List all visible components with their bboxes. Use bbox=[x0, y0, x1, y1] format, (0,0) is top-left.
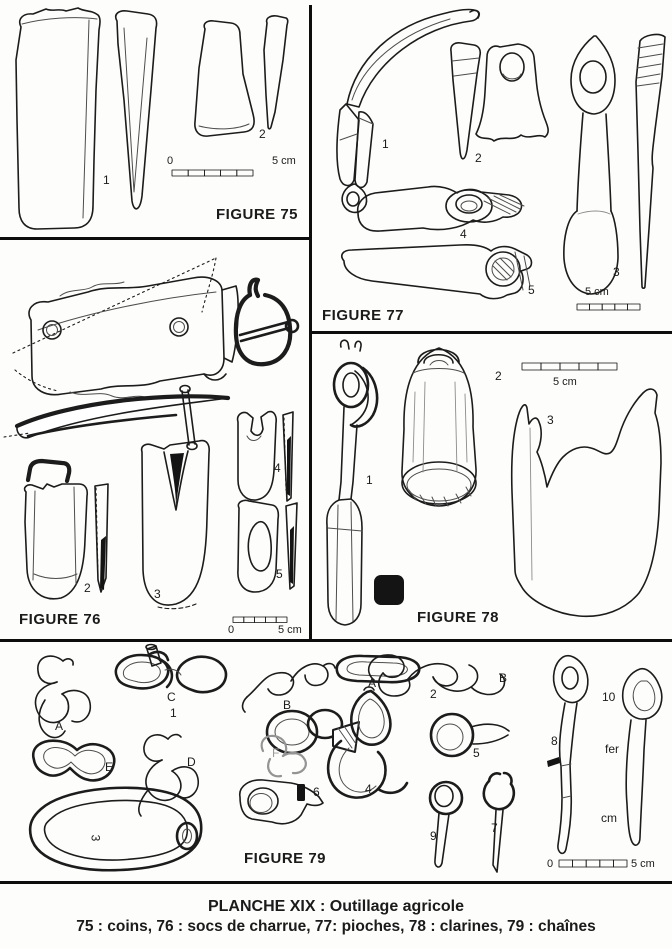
item-label: 3 bbox=[613, 265, 620, 279]
item-label: 1 bbox=[366, 473, 373, 487]
fig77-blade-with-hole bbox=[476, 44, 548, 141]
divider-77-78 bbox=[311, 331, 672, 334]
fig77-curved-pick bbox=[337, 10, 479, 213]
figure-76-panel bbox=[0, 240, 312, 640]
fig79-hook-F bbox=[262, 736, 306, 776]
fig76-bracket bbox=[28, 461, 69, 481]
item-label: 1 bbox=[170, 706, 177, 720]
figure-78-drawing bbox=[310, 332, 672, 640]
fig76-dotted-reconstruction bbox=[13, 258, 216, 391]
item-label: B bbox=[283, 698, 292, 712]
fig79-flat-link-A-right bbox=[337, 656, 419, 682]
figure-78-title: FIGURE 78 bbox=[417, 609, 500, 626]
fig79-rod-10 bbox=[623, 669, 662, 845]
figure-79-drawing bbox=[0, 640, 672, 882]
item-label: C bbox=[167, 690, 176, 704]
fig77-scale-bar bbox=[577, 304, 640, 310]
plate-caption bbox=[0, 890, 672, 936]
fig79-scale-bar bbox=[559, 860, 627, 867]
divider-vertical bbox=[309, 5, 312, 641]
fig79-rod-8 bbox=[547, 656, 588, 854]
item-label: B bbox=[499, 671, 508, 685]
fig75-wedge-face bbox=[16, 8, 100, 229]
scale-five: 5 cm bbox=[278, 624, 302, 636]
scale-zero: 0 bbox=[547, 858, 554, 870]
item-label: 2 bbox=[430, 687, 437, 701]
figure-77-title: FIGURE 77 bbox=[322, 307, 405, 324]
plate-legend: 75 : coins, 76 : socs de charrue, 77: pioches, 78 : clarines, 79 : chaînes bbox=[76, 918, 596, 935]
figure-77-panel bbox=[310, 0, 672, 333]
fig79-eye-link-5 bbox=[431, 714, 509, 756]
fig77-spike bbox=[451, 43, 480, 159]
fig79-oval-ring-3 bbox=[30, 788, 201, 870]
item-label: A bbox=[55, 719, 64, 733]
scale-zero: 0 bbox=[167, 155, 174, 167]
fig75-wedge2-face bbox=[195, 21, 254, 136]
item-label: 3 bbox=[547, 413, 554, 427]
fig78-bell bbox=[402, 348, 476, 506]
plate-title: PLANCHE XIX : Outillage agricole bbox=[207, 898, 465, 915]
item-label: 10 bbox=[602, 690, 616, 704]
scale-zero: 0 bbox=[228, 624, 235, 636]
item-label: F bbox=[272, 746, 280, 760]
item-label: 2 bbox=[495, 369, 502, 383]
fig78-scale-bar bbox=[522, 363, 617, 370]
fig79-plate-6 bbox=[240, 780, 323, 824]
fig79-pin-9 bbox=[430, 782, 462, 867]
item-label: 2 bbox=[84, 581, 91, 595]
scale-five: 5 cm bbox=[585, 286, 609, 298]
item-label: 3 bbox=[88, 834, 103, 842]
scale-five: 5 cm bbox=[631, 858, 655, 870]
fig75-scale-bar bbox=[172, 170, 253, 176]
item-label: 2 bbox=[259, 127, 266, 141]
fig76-fragment-5 bbox=[238, 500, 297, 592]
item-label: 4 bbox=[274, 461, 281, 475]
item-label: 5 bbox=[276, 567, 283, 581]
item-label: 1 bbox=[382, 137, 389, 151]
item-label: 3 bbox=[154, 587, 161, 601]
fig76-fragment-4 bbox=[238, 412, 293, 501]
fig75-wedge2-side bbox=[264, 16, 288, 129]
fig76-socket-3 bbox=[142, 441, 210, 609]
fig78-sheet-fragment bbox=[512, 389, 661, 616]
fig77-adze bbox=[342, 245, 532, 299]
scale-five: 5 cm bbox=[272, 155, 296, 167]
fig79-chain-C bbox=[116, 645, 226, 693]
divider-above-caption bbox=[0, 881, 672, 884]
fig76-plowshare-side bbox=[4, 386, 228, 450]
fig77-spoon-tool-side bbox=[636, 34, 665, 288]
item-label: A bbox=[368, 676, 377, 690]
item-label: D bbox=[187, 755, 196, 769]
divider-75-76 bbox=[0, 237, 312, 240]
item-label: 7 bbox=[491, 821, 498, 835]
figure-76-drawing bbox=[0, 240, 312, 640]
item-label: 6 bbox=[313, 785, 320, 799]
material-label: fer bbox=[605, 742, 620, 756]
figure-79-title: FIGURE 79 bbox=[244, 850, 327, 867]
item-label: 4 bbox=[460, 227, 467, 241]
fig76-socket-2 bbox=[25, 484, 108, 599]
fig76-ring-fitting bbox=[236, 280, 298, 365]
figure-75-title: FIGURE 75 bbox=[216, 206, 299, 223]
item-label: 4 bbox=[365, 782, 372, 796]
figure-75-panel bbox=[0, 0, 312, 240]
item-label: E bbox=[105, 760, 114, 774]
figure-79-panel bbox=[0, 640, 672, 882]
item-label: 5 bbox=[473, 746, 480, 760]
item-label: 5 bbox=[528, 283, 535, 297]
figure-76-title: FIGURE 76 bbox=[19, 611, 102, 628]
figure-75-drawing bbox=[0, 0, 312, 240]
divider-above-79 bbox=[0, 639, 672, 642]
unit-label: cm bbox=[601, 811, 617, 825]
fig79-pin-7 bbox=[484, 773, 514, 872]
figure-78-panel bbox=[310, 332, 672, 640]
fig76-scale-bar bbox=[233, 617, 287, 623]
fig78-section-square bbox=[374, 575, 404, 605]
scale-five: 5 cm bbox=[553, 376, 577, 388]
figure-77-drawing bbox=[310, 0, 672, 333]
fig75-wedge-side bbox=[116, 11, 157, 209]
fig79-link-E bbox=[33, 741, 114, 781]
fig77-spoon-tool-face bbox=[564, 36, 618, 294]
item-label: 8 bbox=[551, 734, 558, 748]
fig79-figure8-wedge-link bbox=[267, 710, 359, 753]
item-label: 9 bbox=[430, 829, 437, 843]
item-label: 2 bbox=[475, 151, 482, 165]
fig77-axe-head bbox=[358, 186, 524, 231]
item-label: 1 bbox=[103, 173, 110, 187]
